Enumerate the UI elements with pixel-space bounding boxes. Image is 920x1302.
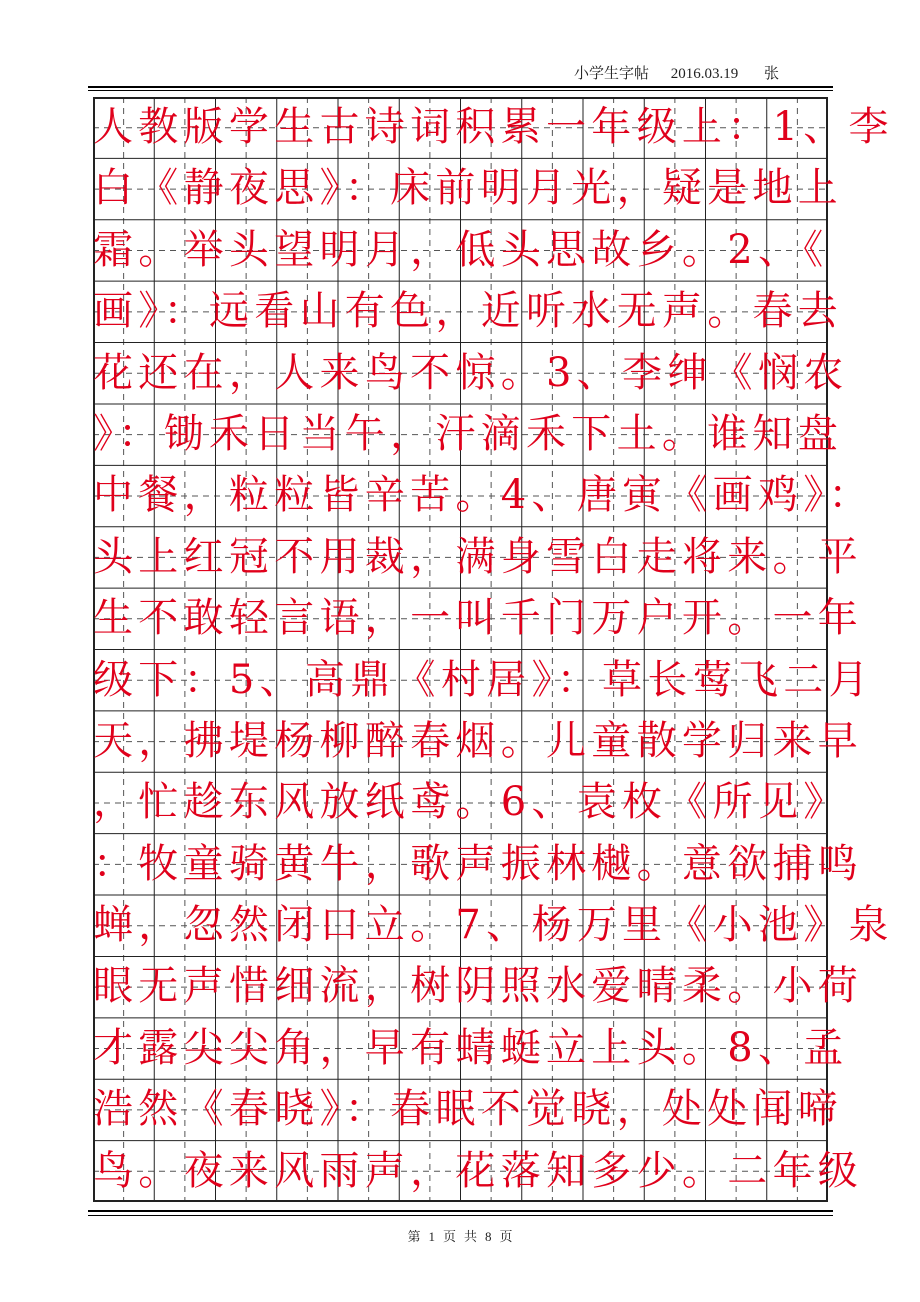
text-line-14: 蝉，忽然闭口立。7、杨万里《小池》泉 — [93, 902, 894, 949]
text-line-18: 鸟。夜来风雨声，花落知多少。二年级 — [93, 1147, 864, 1194]
text-line-8: 头上红冠不用裁，满身雪白走将来。平 — [93, 533, 864, 580]
text-line-5: 花还在，人来鸟不惊。3、李绅《悯农 — [93, 349, 849, 396]
text-line-17: 浩然《春晓》：春眠不觉晓，处处闻啼 — [93, 1086, 844, 1133]
text-line-11: 天，拂堤杨柳醉春烟。儿童散学归来早 — [93, 717, 864, 764]
footer-total-pages: 8 — [485, 1229, 492, 1244]
text-line-2: 白《静夜思》：床前明月光，疑是地上 — [93, 165, 844, 212]
copybook-text — [93, 97, 894, 1202]
footer-total-unit: 页 — [499, 1229, 513, 1244]
header-rule-thick — [88, 86, 833, 88]
header-title: 小学生字帖 — [574, 66, 650, 82]
text-line-1: 人教版学生古诗词积累一年级上：1、李 — [93, 104, 894, 150]
page-header — [574, 62, 834, 83]
footer-prefix: 第 — [407, 1229, 421, 1244]
text-line-10: 级下：5、高鼎《村居》：草长莺飞二月 — [93, 656, 874, 703]
footer-total-prefix: 共 — [464, 1229, 478, 1244]
header-rule-thin — [88, 90, 833, 91]
page-footer — [0, 1226, 920, 1245]
header-date: 2016.03.19 — [670, 66, 739, 82]
text-line-6: 》：锄禾日当午，汗滴禾下土。谁知盘 — [93, 410, 844, 457]
footer-rule-thin — [88, 1215, 833, 1216]
footer-page-number: 1 — [428, 1229, 435, 1244]
text-line-7: 中餐，粒粒皆辛苦。4、唐寅《画鸡》： — [93, 472, 874, 519]
text-line-3: 霜。举头望明月，低头思故乡。2、《 — [93, 226, 829, 273]
footer-page-unit: 页 — [442, 1229, 456, 1244]
text-line-4: 画》：远看山有色，近听水无声。春去 — [93, 288, 844, 335]
footer-rule-thick — [88, 1210, 833, 1212]
text-line-12: ，忙趁东风放纸鸢。6、袁枚《所见》 — [93, 779, 849, 826]
text-line-13: ：牧童骑黄牛，歌声振林樾。意欲捕鸣 — [93, 840, 864, 887]
text-line-15: 眼无声惜细流，树阴照水爱晴柔。小荷 — [93, 963, 864, 1010]
text-line-16: 才露尖尖角，早有蜻蜓立上头。8、孟 — [93, 1024, 849, 1071]
text-line-9: 生不敢轻言语，一叫千门万户开。一年 — [93, 595, 864, 642]
header-author: 张 — [764, 66, 780, 82]
